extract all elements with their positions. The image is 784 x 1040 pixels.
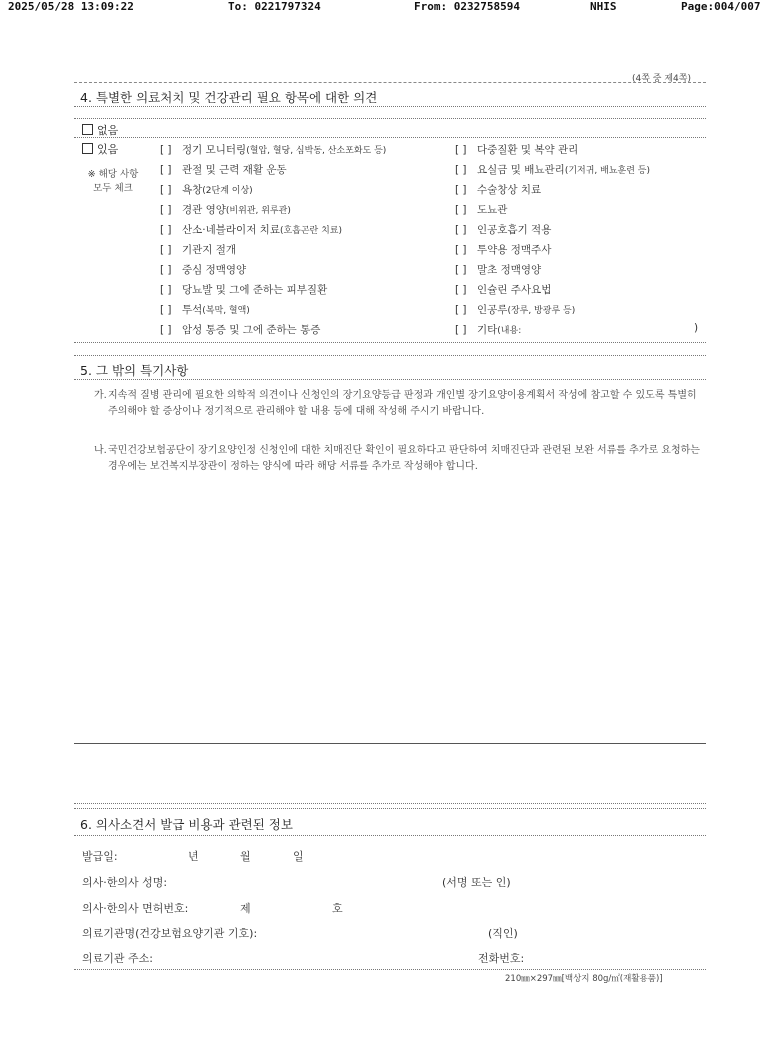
- license-suffix: 호: [332, 902, 343, 915]
- issue-date-label: 발급일:: [82, 850, 118, 863]
- issue-month[interactable]: 월: [240, 850, 251, 863]
- item-label: 중심 정맥영양: [182, 264, 247, 276]
- checkbox-bracket[interactable]: [ ]: [160, 244, 172, 256]
- list-item[interactable]: [455, 262, 541, 277]
- checkbox-bracket[interactable]: [ ]: [455, 324, 467, 336]
- fax-org: NHIS: [590, 0, 617, 13]
- item-detail: (혈압, 혈당, 심박동, 산소포화도 등): [246, 146, 387, 156]
- list-item[interactable]: [160, 282, 327, 297]
- option-none-label: 없음: [97, 124, 119, 137]
- item-label: 투석: [182, 304, 203, 316]
- option-yes-label: 있음: [97, 143, 119, 156]
- section5-title: 5. 그 밖의 특기사항: [80, 363, 189, 378]
- list-item[interactable]: [160, 222, 342, 237]
- page-indicator: (4쪽 중 제4쪽): [632, 74, 691, 84]
- divider: [74, 803, 706, 804]
- checkbox-bracket[interactable]: [ ]: [455, 204, 467, 216]
- divider: [74, 106, 706, 107]
- address-label: 의료기관 주소:: [82, 952, 153, 965]
- list-item[interactable]: [160, 182, 253, 197]
- note-paragraph: [82, 388, 704, 419]
- list-item[interactable]: [455, 302, 575, 317]
- divider: [74, 969, 706, 970]
- item-detail: (복막, 혈액): [202, 306, 250, 316]
- checkbox-bracket[interactable]: [ ]: [455, 164, 467, 176]
- divider: [74, 808, 706, 809]
- item-label: 정기 모니터링: [182, 144, 247, 156]
- divider: [74, 342, 706, 343]
- item-label: 기타: [477, 324, 498, 336]
- item-label: 기관지 절개: [182, 244, 237, 256]
- list-item[interactable]: [455, 222, 551, 237]
- checkbox-bracket[interactable]: [ ]: [455, 144, 467, 156]
- list-item[interactable]: [160, 262, 246, 277]
- checkbox-bracket[interactable]: [ ]: [455, 184, 467, 196]
- paragraph-text: 지속적 질병 관리에 필요한 의학적 의견이나 신청인의 장기요양등급 판정과 개인별 장기요양이용계획서 작성에 참고할 수 있도록 특별히 주의해야 할 증상이나 정기적으로 관리해야 할 내용 등에 대해 작성해 주시기 바랍니다.: [108, 390, 697, 417]
- list-item[interactable]: [160, 242, 236, 257]
- checkbox-bracket[interactable]: [ ]: [160, 224, 172, 236]
- divider: [74, 118, 706, 119]
- fax-header: [0, 0, 784, 14]
- divider: [74, 743, 706, 744]
- checkbox-bracket[interactable]: [ ]: [160, 164, 172, 176]
- paragraph-label: 나.: [94, 445, 107, 456]
- fax-page: Page:004/007: [681, 0, 761, 13]
- item-detail: (호흡곤란 치료): [279, 226, 343, 236]
- other-close-paren: ): [694, 322, 699, 334]
- license-prefix: 제: [240, 902, 251, 915]
- note-paragraph: [82, 443, 704, 474]
- checkbox-bracket[interactable]: [ ]: [455, 304, 467, 316]
- list-item[interactable]: [160, 202, 291, 217]
- item-detail: (2단계 이상): [202, 186, 253, 196]
- item-label: 말초 정맥영양: [477, 264, 542, 276]
- item-label: 요실금 및 배뇨관리: [477, 164, 565, 176]
- list-item[interactable]: [160, 162, 287, 177]
- checkbox-bracket[interactable]: [ ]: [160, 284, 172, 296]
- list-item[interactable]: [455, 282, 551, 297]
- checkbox-bracket[interactable]: [ ]: [160, 324, 172, 336]
- checkbox-icon[interactable]: [82, 124, 93, 135]
- item-label: 관절 및 근력 재활 운동: [182, 164, 287, 176]
- item-label: 인슐린 주사요법: [477, 284, 552, 296]
- list-item[interactable]: [160, 302, 250, 317]
- item-label: 도뇨관: [477, 204, 508, 216]
- paragraph-text: 국민건강보험공단이 장기요양인정 신청인에 대한 치매진단 확인이 필요하다고 판단하여 치매진단과 관련된 보완 서류를 추가로 요청하는 경우에는 보건복지부장관이 정하는 양식에 따라 해당 서류를 추가로 작성해야 합니다.: [108, 445, 700, 472]
- item-label: 수술창상 치료: [477, 184, 542, 196]
- seal-label: (직인): [488, 927, 518, 940]
- issue-year[interactable]: 년: [188, 850, 199, 863]
- item-label: 당뇨발 및 그에 준하는 피부질환: [182, 284, 328, 296]
- list-item[interactable]: [455, 242, 551, 257]
- list-item[interactable]: [160, 142, 386, 157]
- divider: [74, 355, 706, 356]
- item-label: 욕창: [182, 184, 203, 196]
- checkbox-bracket[interactable]: [ ]: [160, 204, 172, 216]
- divider: [74, 82, 706, 83]
- item-detail: (비위관, 위루관): [225, 206, 291, 216]
- checkbox-bracket[interactable]: [ ]: [160, 144, 172, 156]
- checkbox-bracket[interactable]: [ ]: [455, 224, 467, 236]
- doctor-name-label: 의사·한의사 성명:: [82, 876, 168, 889]
- checkbox-bracket[interactable]: [ ]: [160, 264, 172, 276]
- list-item[interactable]: [455, 142, 578, 157]
- checkbox-bracket[interactable]: [ ]: [455, 284, 467, 296]
- item-label: 다중질환 및 복약 관리: [477, 144, 579, 156]
- check-note-line1: ※ 해당 사항: [87, 169, 139, 180]
- section4-title: 4. 특별한 의료처치 및 건강관리 필요 항목에 대한 의견: [80, 90, 378, 105]
- paragraph-label: 가.: [94, 390, 107, 401]
- item-label: 경관 영양: [182, 204, 226, 216]
- fax-datetime: 2025/05/28 13:09:22: [8, 0, 134, 13]
- item-label: 투약용 정맥주사: [477, 244, 552, 256]
- institution-label: 의료기관명(건강보험요양기관 기호):: [82, 927, 258, 940]
- fax-to: To: 0221797324: [228, 0, 321, 13]
- item-label: 인공루: [477, 304, 508, 316]
- item-label: 인공호흡기 적용: [477, 224, 552, 236]
- item-label: 산소·네블라이저 치료: [182, 224, 280, 236]
- item-detail: (장루, 방광루 등): [507, 306, 576, 316]
- list-item[interactable]: [455, 202, 507, 217]
- checkbox-bracket[interactable]: [ ]: [455, 264, 467, 276]
- checkbox-icon[interactable]: [82, 143, 93, 154]
- option-none[interactable]: [82, 122, 118, 138]
- list-item[interactable]: [455, 162, 650, 177]
- fax-from: From: 0232758594: [414, 0, 520, 13]
- check-note: [78, 168, 148, 196]
- divider: [74, 137, 706, 138]
- issue-day[interactable]: 일: [293, 850, 304, 863]
- check-note-line2: 모두 체크: [93, 183, 133, 194]
- divider: [74, 379, 706, 380]
- checkbox-bracket[interactable]: [ ]: [160, 304, 172, 316]
- divider: [74, 835, 706, 836]
- item-detail: (내용:: [497, 326, 522, 336]
- signature-label: (서명 또는 인): [442, 876, 511, 889]
- section6-title: 6. 의사소견서 발급 비용과 관련된 정보: [80, 817, 293, 832]
- item-label: 암성 통증 및 그에 준하는 통증: [182, 324, 321, 336]
- checkbox-bracket[interactable]: [ ]: [455, 244, 467, 256]
- phone-label: 전화번호:: [478, 952, 525, 965]
- list-item[interactable]: [160, 322, 320, 337]
- option-yes[interactable]: [82, 141, 118, 157]
- item-detail: (기저귀, 배뇨훈련 등): [564, 166, 650, 176]
- checkbox-bracket[interactable]: [ ]: [160, 184, 172, 196]
- list-item[interactable]: [455, 322, 521, 337]
- paper-spec: 210㎜×297㎜[백상지 80g/㎡(재활용품)]: [505, 974, 663, 984]
- list-item[interactable]: [455, 182, 541, 197]
- license-label: 의사·한의사 면허번호:: [82, 902, 189, 915]
